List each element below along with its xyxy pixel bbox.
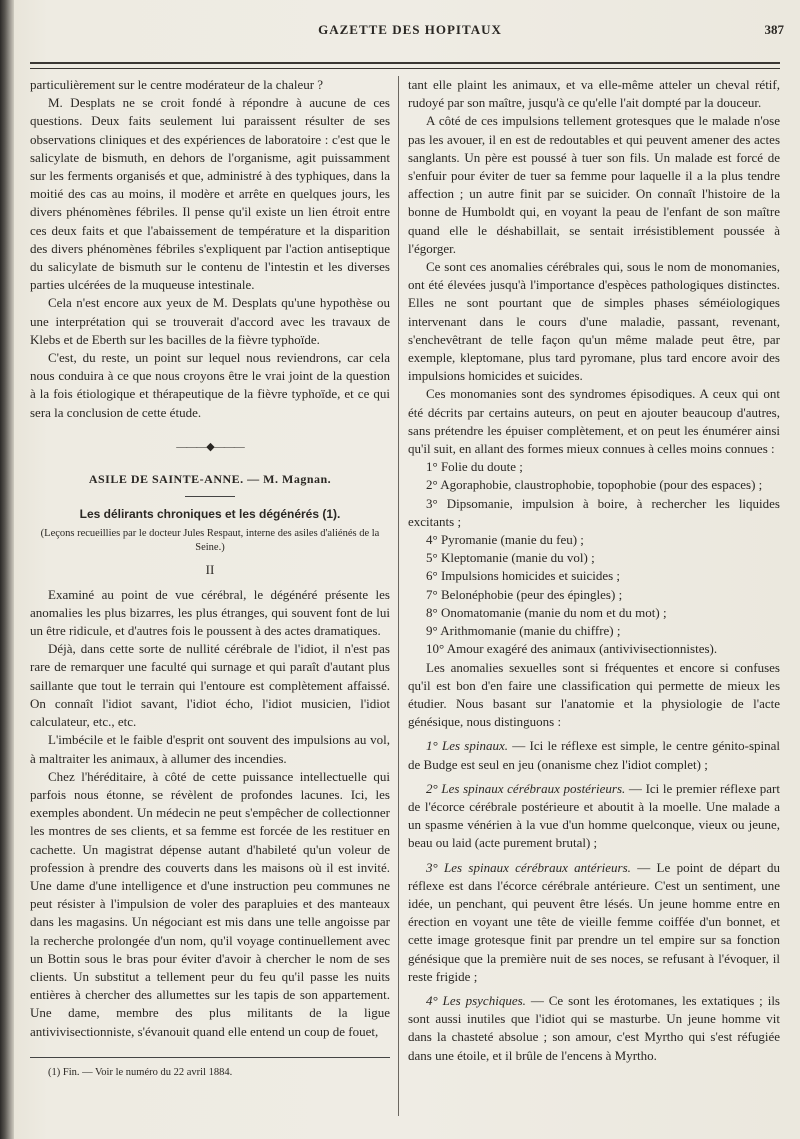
paragraph: Ces monomanies sont des syndromes épisodiques. A ceux qui ont été décrits par certains auteurs, on peut en ajouter beaucoup d'autres, sans prétendre les épuiser complètement, et on peut les énumérer ainsi qu'il suit, en allant des formes mieux connues à celles moins connues : bbox=[408, 386, 780, 457]
list-item: 1° Folie du doute ; bbox=[426, 459, 523, 475]
paragraph: A côté de ces impulsions tellement grotesques que le malade n'ose pas les avouer, il en est de redoutables et qui peuvent amener des actes sanglants. Un père est poussé à tuer son fils. Un malade est forcé de s'enfuir pour éviter de tuer sa femme pour laquelle il a la plus tendre affection ; un autre finit par se suicider. On connaît l'histoire de la bonne de Humboldt qui, en voyant la peau de l'enfant de son maître quand elle le déshabillait, se sentait irrésistiblement poussée à l'égorger. bbox=[408, 113, 780, 256]
classification-text: — Le point de départ du réflexe est dans l'écorce cérébrale antérieure. C'est un sentiment, une idée, un penchant, qui peuvent être lésés. Un jeune homme entre en érection en voyant une tête de vieille femme coiffée d'un bonnet, et cette image grotesque finit par prendre un tel empire sur sa fonction génésique que la première nuit de ses noces, se refusant à l'évoquer, il reste frigide ; bbox=[408, 859, 781, 984]
footnote: (1) Fin. — Voir le numéro du 22 avril 1884. bbox=[48, 1066, 233, 1078]
paragraph: Les anomalies sexuelles sont si fréquentes et encore si confuses qu'il est bon d'en faire une classification qui permette de mieux les étudier. Nous basant sur l'anatomie et la physiologie de l'acte génésique, nous distinguons : bbox=[408, 659, 780, 730]
list-item: 4° Pyromanie (manie du feu) ; bbox=[426, 532, 584, 548]
classification-label: 4° Les psychiques. bbox=[426, 992, 526, 1008]
paragraph: Cela n'est encore aux yeux de M. Desplats qu'une hypothèse ou une interprétation qui se trouverait d'accord avec les travaux de Klebs et de Eberth sur les bacilles de la fièvre typhoïde. bbox=[30, 295, 390, 347]
list-item: 8° Onomatomanie (manie du nom et du mot) ; bbox=[426, 604, 667, 620]
page-number: 387 bbox=[764, 22, 784, 37]
right-column bbox=[408, 76, 780, 1065]
left-column bbox=[30, 76, 390, 1082]
paragraph: Ce sont ces anomalies cérébrales qui, sous le nom de monomanies, ont été élevées jusqu'à l'importance d'espèces pathologiques distinctes. Elles ne sont pourtant que de simples phases séméiologiques intervenant dans le cours d'une maladie, passant, revenant, s'enchevêtrant de telle façon qu'un même malade peut être, par exemple, kleptomane, plus tard pyromane, plus tard encore avoir des impulsions homicides et suicides. bbox=[408, 259, 780, 384]
classification-text: — Ici le réflexe est simple, le centre génito-spinal de Budge est seul en jeu (onanisme chez l'idiot complet) ; bbox=[408, 738, 780, 772]
section-title: ASILE DE SAINTE-ANNE. — M. Magnan. bbox=[88, 472, 332, 487]
list-item: 5° Kleptomanie (manie du vol) ; bbox=[426, 550, 595, 566]
article-title: Les délirants chroniques et les dégénérés (1). bbox=[79, 507, 341, 522]
list-item: 10° Amour exagéré des animaux (antivivisectionnistes). bbox=[426, 641, 718, 657]
paragraph: L'imbécile et le faible d'esprit ont souvent des impulsions au vol, à maltraiter les animaux, à allumer des incendies. bbox=[30, 732, 390, 766]
classification-label: 2° Les spinaux cérébraux postérieurs. bbox=[426, 780, 626, 796]
classification-label: 3° Les spinaux cérébraux antérieurs. bbox=[426, 859, 631, 875]
paragraph: Chez l'héréditaire, à côté de cette puissance intellectuelle qui parfois nous étonne, se révèlent de profondes lacunes. Ici, les exemples abondent. Un médecin ne peut s'empêcher de collectionner les montres de ses clients, et sa femme est forcée de les restituer en cachette. Un magistrat dépense autant d'habileté qu'un voleur de profession à prendre des couverts dans les maisons où il est invité. Une dame d'une intelligence et d'une instruction peu communes ne peut résister à l'impulsion de voler des parapluies et des manteaux dans les magasins. Un négociant est mis dans une telle angoisse par la recherche prolongée d'un nom, qu'il voyage continuellement avec un Bottin sous le bras pour éviter d'avoir à chercher le nom de ses clients. Un substitut a tellement peur du feu qu'il passe les nuits entières à chercher des allumettes sur les tapis de son appartement. Une dame, membre des plus militants de la ligue antivivisectionniste, s'évanouit quand elle entend un coup de fouet, bbox=[30, 768, 390, 1039]
page-header bbox=[30, 22, 790, 42]
classification-text: — Ce sont les érotomanes, les extatiques ; ils sont aussi inutiles que l'idiot qui se masturbe. Un jeune homme vit dans la chasteté absolue ; son amour, c'est Myrtho qui s'est réfugiée dans une étoile, et il brûle de l'encens à Myrtho. bbox=[408, 992, 780, 1063]
paragraph: particulièrement sur le centre modérateur de la chaleur ? bbox=[30, 77, 324, 92]
classification-label: 1° Les spinaux. bbox=[426, 738, 508, 754]
classification-item bbox=[408, 737, 780, 773]
list-item: 9° Arithmomanie (manie du chiffre) ; bbox=[426, 623, 621, 639]
column-divider bbox=[398, 76, 399, 1116]
binding-edge bbox=[0, 0, 14, 1139]
paragraph: tant elle plaint les animaux, et va elle-même atteler un cheval rétif, rudoyé par son maître, jusqu'à ce qu'elle l'ait dompté par la douceur. bbox=[408, 77, 780, 111]
chapter-number: II bbox=[205, 562, 215, 578]
classification-item bbox=[408, 992, 780, 1065]
section-separator: ———◆——— bbox=[176, 440, 244, 453]
classification-item bbox=[408, 859, 780, 986]
journal-title: GAZETTE DES HOPITAUX bbox=[318, 22, 502, 37]
list-item: 2° Agoraphobie, claustrophobie, topophobie (pour des espaces) ; bbox=[426, 477, 763, 493]
paragraph: Déjà, dans cette sorte de nullité cérébrale de l'idiot, il n'est pas rare de remarquer une faculté qui surnage et qui paraît d'autant plus saillante que tout le terrain qui l'entoure est complètement affaissé. On connaît l'idiot savant, l'idiot écho, l'idiot musicien, l'idiot calculateur, etc., etc. bbox=[30, 641, 390, 730]
article-note: (Leçons recueillies par le docteur Jules Respaut, interne des asiles d'aliénés de la Seine.) bbox=[40, 528, 380, 554]
footnote-rule bbox=[30, 1057, 390, 1058]
paragraph: C'est, du reste, un point sur lequel nous reviendrons, car cela nous conduira à ce que nous croyons être le vrai joint de la question à la fois étiologique et thérapeutique de la fièvre typhoïde, et ce qui sera la conclusion de cette étude. bbox=[30, 350, 390, 420]
paragraph: Examiné au point de vue cérébral, le dégénéré présente les anomalies les plus bizarres, les plus étranges, qui souvent font de lui un être ridicule, et d'autres fois le poussent à des actes dramatiques. bbox=[30, 586, 390, 639]
title-rule bbox=[185, 496, 235, 497]
classification-item bbox=[408, 780, 780, 853]
list-item: 3° Dipsomanie, impulsion à boire, à rechercher les liquides excitants ; bbox=[408, 495, 780, 529]
paragraph: M. Desplats ne se croit fondé à répondre à aucune de ces questions. Deux faits seulement lui paraissent résulter de ses observations cliniques et des expériences de laboratoire : c'est que le salicylate de bismuth, en dehors de l'organisme, agit puissamment sur les ferments organisés et que, administré à des typhiques, dans la moitié des cas au moins, il modère et arrête en quelques jours, les divers phénomènes fébriles. Il pense qu'il existe un lien étroit entre ces deux faits et que l'abaissement de température et la disparition des divers phénomènes fébriles s'expliquent par l'action antiseptique du salicylate de bismuth sur le contenu de l'intestin et les diverses parties ulcérées de la muqueuse intestinale. bbox=[30, 95, 390, 293]
classification-text: — Ici le premier réflexe part de l'écorce cérébrale postérieure et aboutit à la moelle. Une malade a un spasme vénérien à la vue d'un homme quelconque, vieux ou jeune, beau ou laid (acte purement brutal) ; bbox=[408, 780, 780, 851]
header-rule bbox=[30, 62, 780, 69]
list-item: 6° Impulsions homicides et suicides ; bbox=[426, 568, 621, 584]
list-item: 7° Belonéphobie (peur des épingles) ; bbox=[426, 586, 623, 602]
